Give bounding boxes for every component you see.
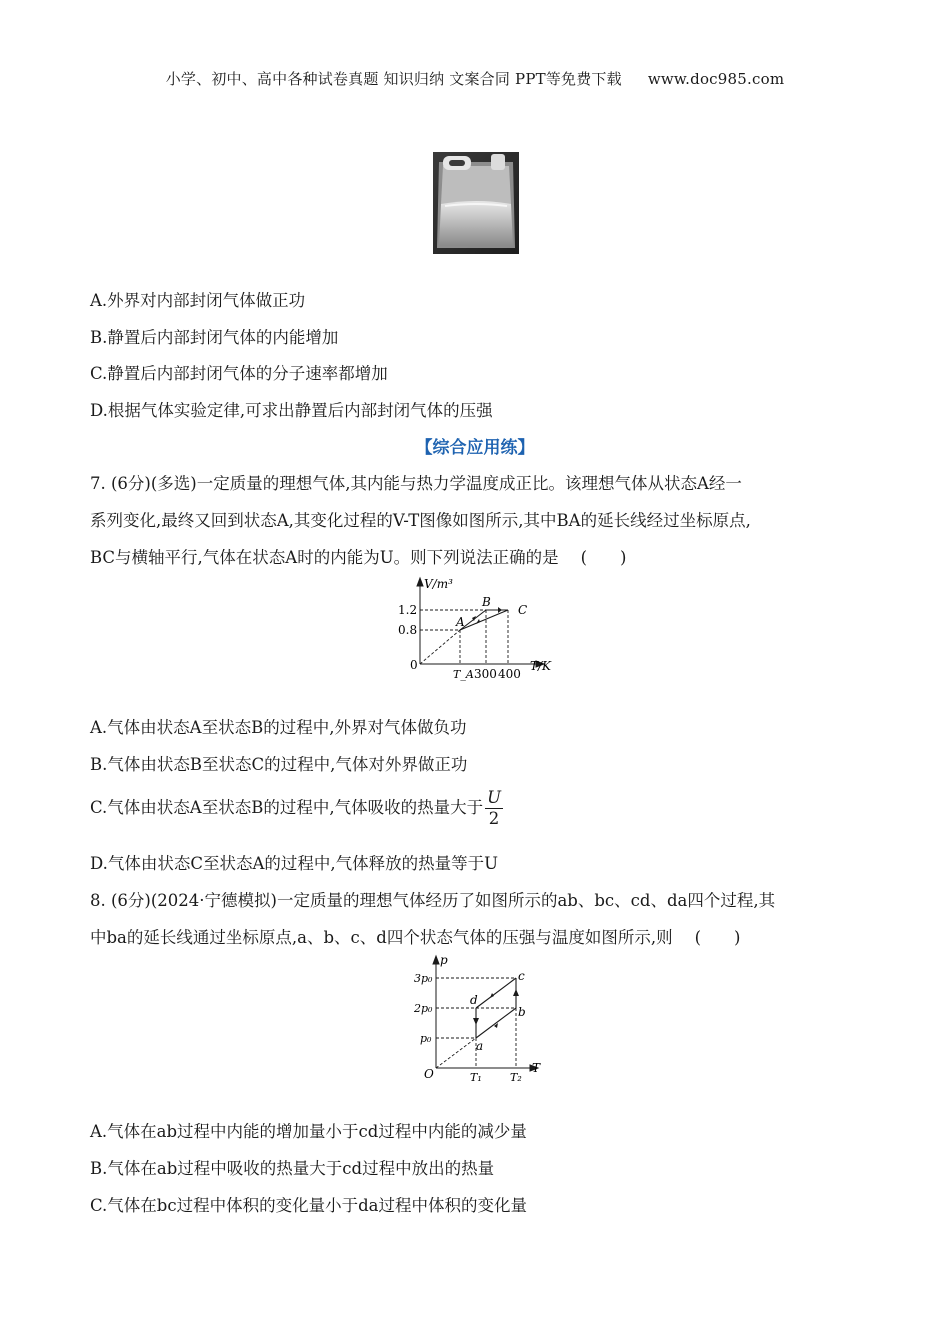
pt-dash-origin-a (436, 1038, 476, 1068)
header-text: 小学、初中、高中各种试卷真题 知识归纳 文案合同 PPT等免费下载 (165, 70, 622, 88)
vt-xtick-ta: T_A (453, 668, 474, 681)
q8-line-1: 8. (6分)(2024·宁德模拟)一定质量的理想气体经历了如图所示的ab、bc、cd、da四个过程,其 (90, 891, 776, 910)
q7-line-3-text: BC与横轴平行,气体在状态A时的内能为U。则下列说法正确的是 (90, 548, 559, 567)
q6-option-b: B.静置后内部封闭气体的内能增加 (90, 328, 339, 347)
q7-option-c (90, 788, 503, 829)
vt-ytick-0p8: 0.8 (398, 623, 418, 637)
vt-xtick-300: 300 (474, 667, 497, 681)
vt-point-a: A (456, 615, 465, 629)
pt-graph (412, 954, 552, 1086)
pt-line-ab (476, 1008, 516, 1038)
vt-arrow-ca (476, 619, 480, 624)
pt-xtick-t1: T₁ (470, 1071, 482, 1084)
header-site: www.doc985.com (647, 70, 785, 88)
pt-arrow-cd (490, 993, 494, 998)
pt-point-d: d (470, 993, 478, 1007)
pt-y-label: p (440, 954, 448, 967)
vt-y-label: V/m³ (424, 577, 453, 591)
q8-line-2-text: 中ba的延长线通过坐标原点,a、b、c、d四个状态气体的压强与温度如图所示,则 (90, 928, 673, 947)
q6-option-a: A.外界对内部封闭气体做正功 (90, 291, 306, 310)
q7-line-1: 7. (6分)(多选)一定质量的理想气体,其内能与热力学温度成正比。该理想气体从状态A经一 (90, 474, 742, 493)
vt-y-arrow (417, 578, 423, 586)
q8-option-c: C.气体在bc过程中体积的变化量小于da过程中体积的变化量 (90, 1196, 527, 1215)
vt-origin: 0 (410, 658, 418, 672)
q7-option-a: A.气体由状态A至状态B的过程中,外界对气体做负功 (90, 718, 467, 737)
q6-option-c: C.静置后内部封闭气体的分子速率都增加 (90, 364, 388, 383)
q8-answer-paren: ( ) (694, 928, 741, 947)
fraction-denominator: 2 (488, 809, 500, 828)
q8-option-a: A.气体在ab过程中内能的增加量小于cd过程中内能的减少量 (90, 1122, 527, 1141)
bag-photo (433, 152, 519, 254)
pt-xtick-t2: T₂ (510, 1071, 522, 1084)
vt-point-c: C (518, 603, 528, 617)
vt-point-b: B (482, 595, 491, 609)
pt-ytick-2p0: 2p₀ (414, 1002, 433, 1015)
vt-xtick-400: 400 (498, 667, 521, 681)
q8-line-2 (90, 924, 870, 948)
pt-y-arrow (433, 956, 439, 964)
pt-x-label: T (532, 1061, 541, 1075)
u-over-2-fraction (485, 788, 503, 829)
pt-point-b: b (518, 1005, 526, 1019)
vt-line-ca (460, 610, 508, 630)
pt-ytick-3p0: 3p₀ (414, 972, 433, 985)
fraction-numerator: U (487, 788, 501, 807)
pt-arrow-bc (513, 989, 519, 996)
pt-origin: O (424, 1067, 434, 1081)
pt-arrow-da (473, 1018, 479, 1025)
vt-graph (380, 574, 570, 684)
pt-ytick-p0: p₀ (420, 1032, 432, 1045)
q8-option-b: B.气体在ab过程中吸收的热量大于cd过程中放出的热量 (90, 1159, 495, 1178)
vt-ytick-1p2: 1.2 (398, 603, 418, 617)
vt-x-label: T/K (530, 659, 552, 673)
q6-option-d: D.根据气体实验定律,可求出静置后内部封闭气体的压强 (90, 401, 493, 420)
section-title: 【综合应用练】 (415, 438, 535, 458)
pt-line-cd (476, 978, 516, 1008)
q7-line-2: 系列变化,最终又回到状态A,其变化过程的V-T图像如图所示,其中BA的延长线经过坐标原点, (90, 511, 751, 530)
vt-dash-origin-a (420, 630, 460, 664)
vt-arrow-bc (498, 607, 502, 613)
q7-option-b: B.气体由状态B至状态C的过程中,气体对外界做正功 (90, 755, 468, 774)
pt-point-a: a (476, 1039, 484, 1053)
pt-point-c: c (518, 969, 525, 983)
q7-line-3 (90, 544, 870, 568)
q7-option-c-text: C.气体由状态A至状态B的过程中,气体吸收的热量大于 (90, 798, 484, 817)
page-header (0, 68, 950, 89)
q7-answer-paren: ( ) (580, 548, 627, 567)
q7-option-d: D.气体由状态C至状态A的过程中,气体释放的热量等于U (90, 854, 499, 873)
